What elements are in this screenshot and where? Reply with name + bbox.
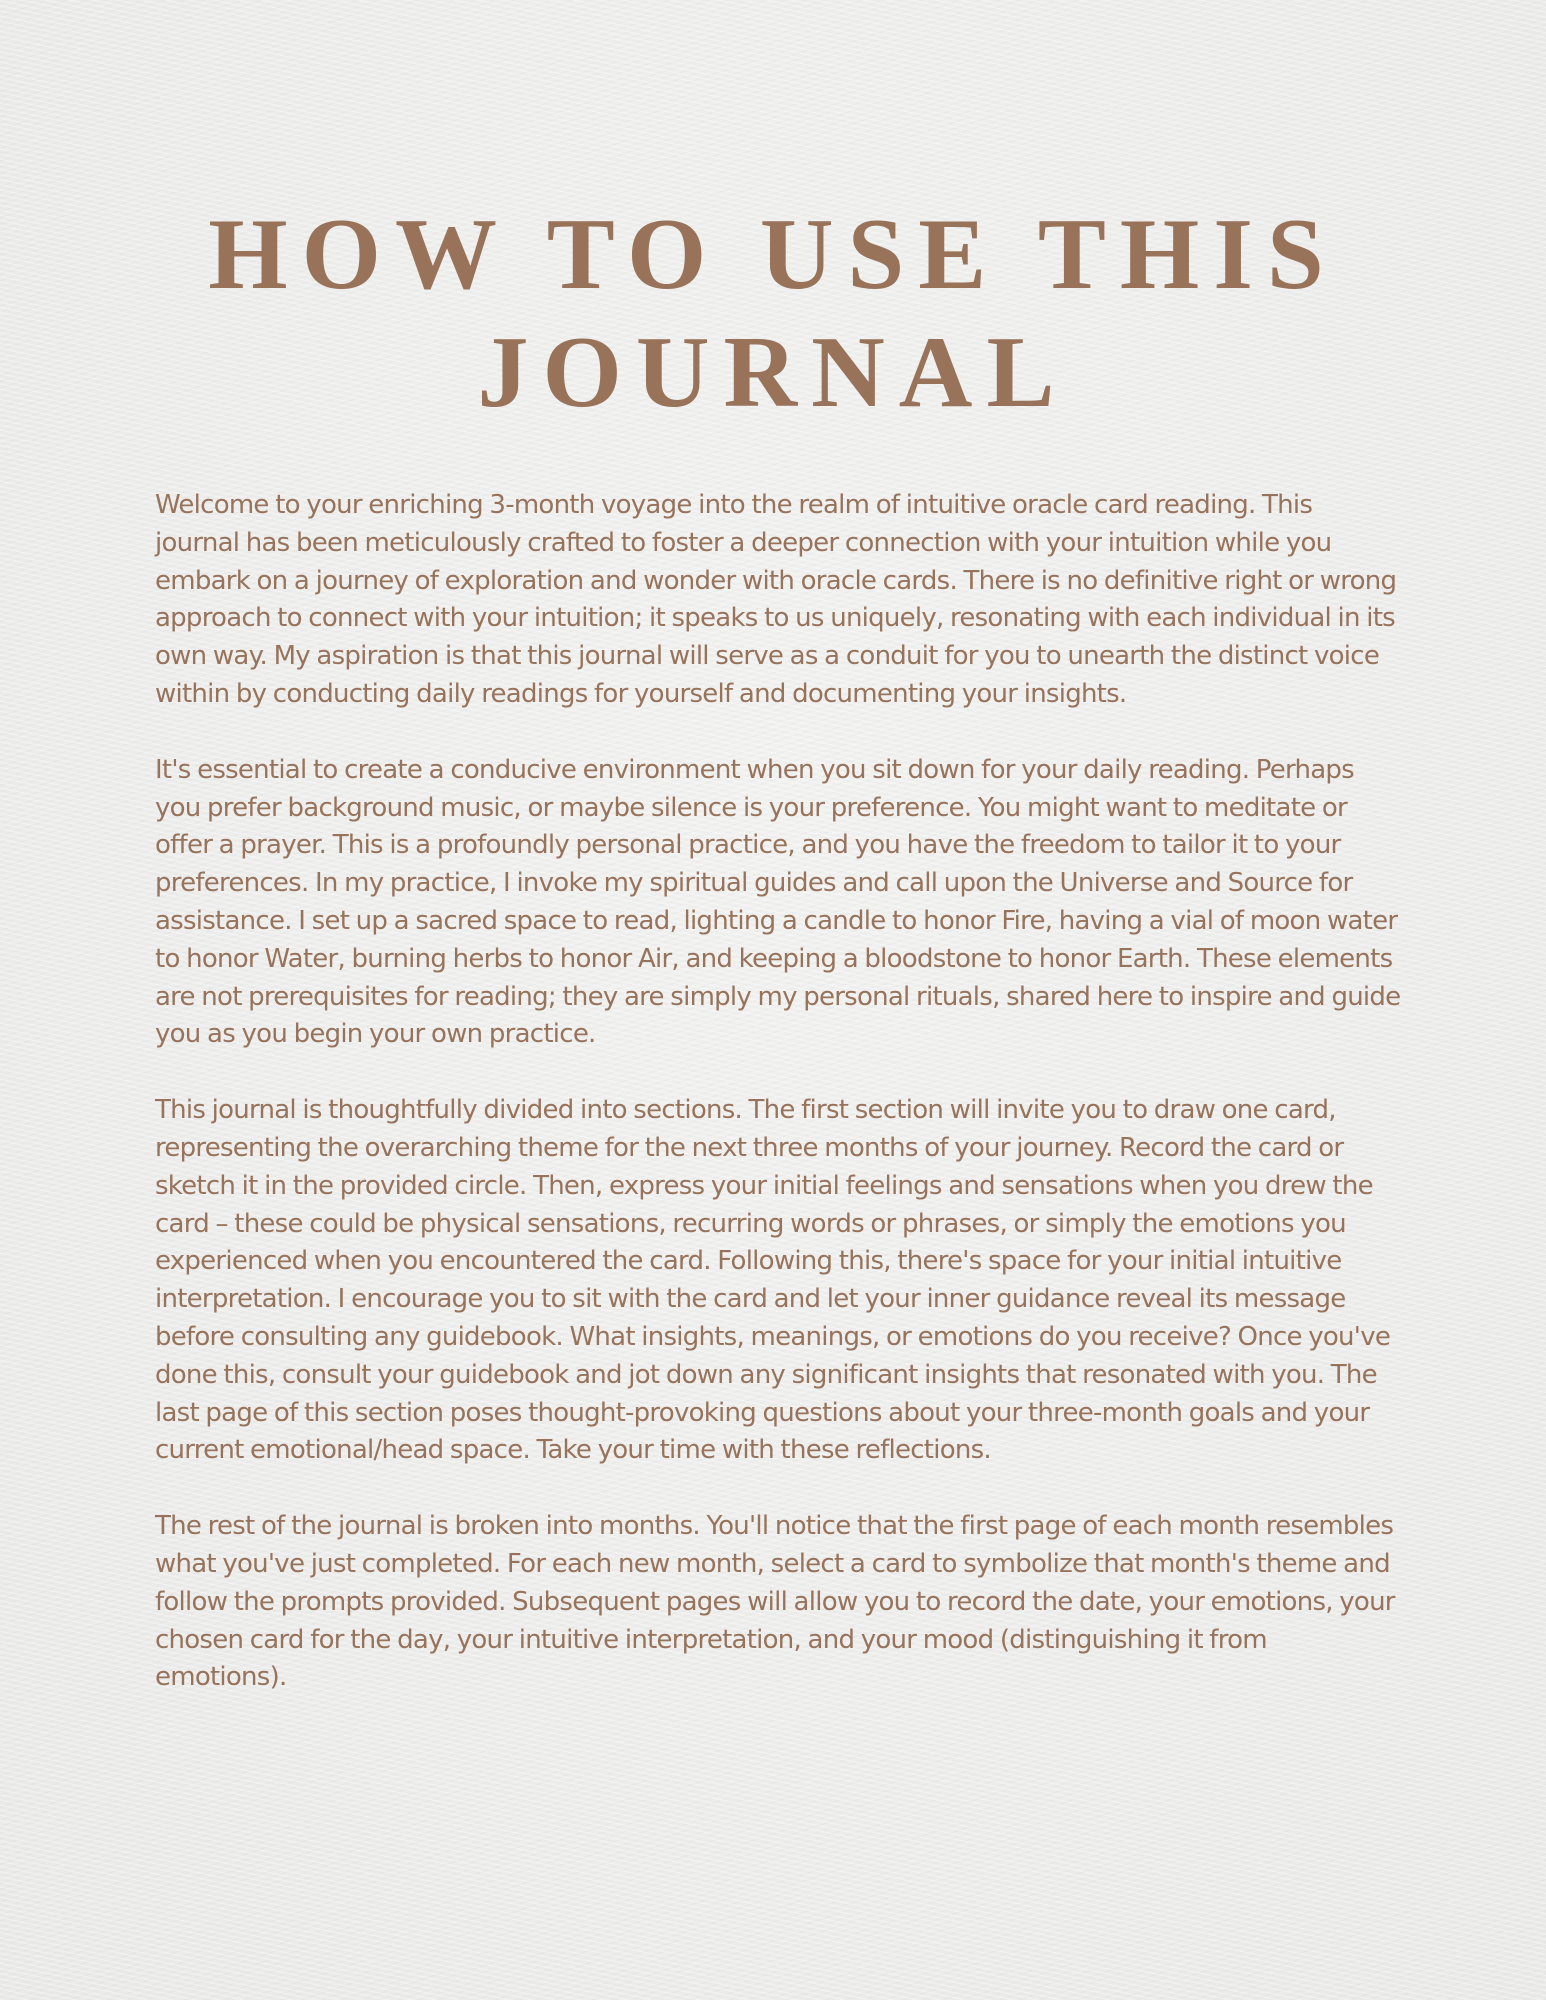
months-paragraph: The rest of the journal is broken into months. You'll notice that the first page of each month resembles what you've just completed. For each new month, select a card to symbolize that month's theme and follow the prompts provided. Subsequent pages will allow you to record the date, your emotions, your chosen card for the day, your intuitive interpretation, and your mood (distinguishing it from emotions).	[155, 1511, 1395, 1693]
page-title-line-1: HOW TO USE THIS	[208, 198, 1338, 311]
environment-paragraph: It's essential to create a conducive environment when you sit down for your daily reading. Perhaps you prefer background music, or maybe silence is your preference. You might want to meditate or offer a prayer. This is a profoundly personal practice, and you have the freedom to tailor it to your preferences. In my practice, I invoke my spiritual guides and call upon the Universe and Source for assistance. I set up a sacred space to read, lighting a candle to honor Fire, having a vial of moon water to honor Water, burning herbs to honor Air, and keeping a bloodstone to honor Earth. These elements are not prerequisites for reading; they are simply my personal rituals, shared here to inspire and guide you as you begin your own practice.	[155, 754, 1401, 1050]
intro-paragraph: Welcome to your enriching 3-month voyage into the realm of intuitive oracle card reading. This journal has been meticulously crafted to foster a deeper connection with your intuition while you embark on a journey of exploration and wonder with oracle cards. There is no definitive right or wrong approach to connect with your intuition; it speaks to us uniquely, resonating with each individual in its own way. My aspiration is that this journal will serve as a conduit for you to unearth the distinct voice within by conducting daily readings for yourself and documenting your insights.	[155, 490, 1397, 709]
page-title	[100, 196, 1446, 432]
sections-paragraph: This journal is thoughtfully divided into sections. The first section will invite you to draw one card, representing the overarching theme for the next three months of your journey. Record the card or sketch it in the provided circle. Then, express your initial feelings and sensations when you drew the card – these could be physical sensations, recurring words or phrases, or simply the emotions you experienced when you encountered the card. Following this, there's space for your initial intuitive interpretation. I encourage you to sit with the card and let your inner guidance reveal its message before consulting any guidebook. What insights, meanings, or emotions do you receive? Once you've done this, consult your guidebook and jot down any significant insights that resonated with you. The last page of this section poses thought-provoking questions about your three-month goals and your current emotional/head space. Take your time with these reflections.	[155, 1095, 1391, 1466]
body-text	[155, 487, 1401, 1735]
page-title-line-2: JOURNAL	[477, 316, 1069, 429]
